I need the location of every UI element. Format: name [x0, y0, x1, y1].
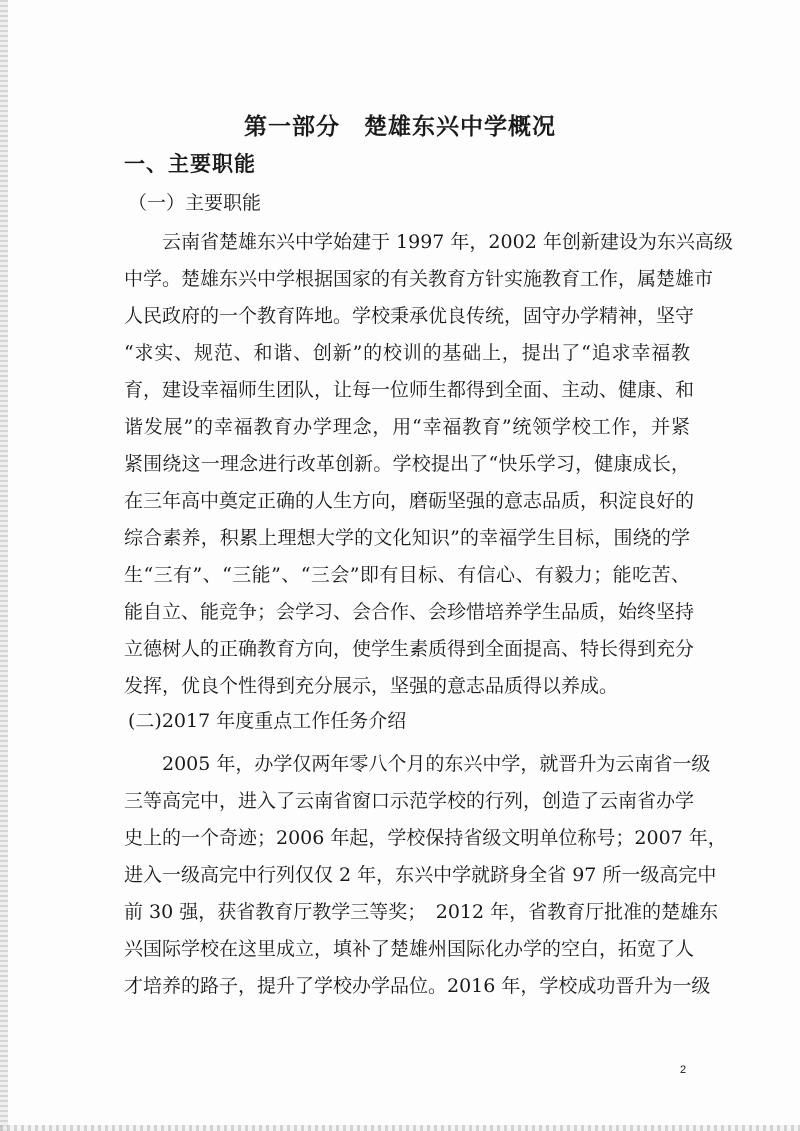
paragraph-line: “求实、规范、和谐、创新”的校训的基础上，提出了“追求幸福教: [124, 342, 690, 364]
paragraph-line: 进入一级高完中行列仅仅 2 年，东兴中学就跻身全省 97 所一级高完中: [124, 864, 717, 886]
paragraph-line: 兴国际学校在这里成立，填补了楚雄州国际化办学的空白，拓宽了人: [124, 938, 695, 960]
sub-heading-key-tasks-2017: (二)2017 年度重点工作任务介绍: [128, 710, 407, 732]
paragraph-line: 立德树人的正确教育方向，使学生素质得到全面提高、特长得到充分: [124, 638, 695, 660]
paragraph-line: 育，建设幸福师生团队，让每一位师生都得到全面、主动、健康、和: [124, 379, 695, 401]
paragraph-line: 中学。楚雄东兴中学根据国家的有关教育方针实施教育工作，属楚雄市: [124, 268, 714, 290]
paragraph-line: 能自立、能竞争；会学习、会合作、会珍惜培养学生品质，始终坚持: [124, 601, 695, 623]
paragraph-line: 三等高完中，进入了云南省窗口示范学校的行列，创造了云南省办学: [124, 790, 695, 812]
scan-edge-bottom: [0, 1125, 800, 1131]
paragraph-line: 才培养的路子，提升了学校办学品位。2016 年，学校成功晋升为一级: [124, 975, 711, 997]
scan-edge-left: [0, 0, 8, 1131]
section-heading: 一、主要职能: [124, 151, 256, 176]
paragraph-line: 2005 年，办学仅两年零八个月的东兴中学，就晋升为云南省一级: [124, 753, 711, 775]
paragraph-line: 史上的一个奇迹；2006 年起，学校保持省级文明单位称号；2007 年，: [124, 827, 727, 849]
paragraph-line: 谐发展”的幸福教育办学理念，用“幸福教育”统领学校工作，并紧: [124, 416, 690, 438]
paragraph-line: 发挥，优良个性得到充分展示，坚强的意志品质得以养成。: [124, 675, 619, 697]
page-number: 2: [680, 1064, 687, 1076]
paragraph-line: 前 30 强，获省教育厅教学三等奖； 2012 年，省教育厅批准的楚雄东: [124, 901, 719, 923]
paragraph-line: 云南省楚雄东兴中学始建于 1997 年，2002 年创新建设为东兴高级: [124, 231, 733, 253]
paragraph-line: 紧围绕这一理念进行改革创新。学校提出了“快乐学习，健康成长，: [124, 453, 690, 475]
paragraph-line: 生“三有”、“三能”、“三会”即有目标、有信心、有毅力；能吃苦、: [124, 564, 690, 586]
paragraph-line: 综合素养，积累上理想大学的文化知识”的幸福学生目标，围绕的学: [124, 527, 690, 549]
sub-heading-main-functions: （一）主要职能: [128, 192, 262, 214]
paragraph-main-functions: [124, 224, 733, 705]
paragraph-line: 在三年高中奠定正确的人生方向，磨砺坚强的意志品质，积淀良好的: [124, 490, 695, 512]
document-title: 第一部分 楚雄东兴中学概况: [244, 113, 556, 140]
paragraph-key-tasks: [124, 746, 727, 1005]
paragraph-line: 人民政府的一个教育阵地。学校秉承优良传统，固守办学精神，坚守: [124, 305, 695, 327]
